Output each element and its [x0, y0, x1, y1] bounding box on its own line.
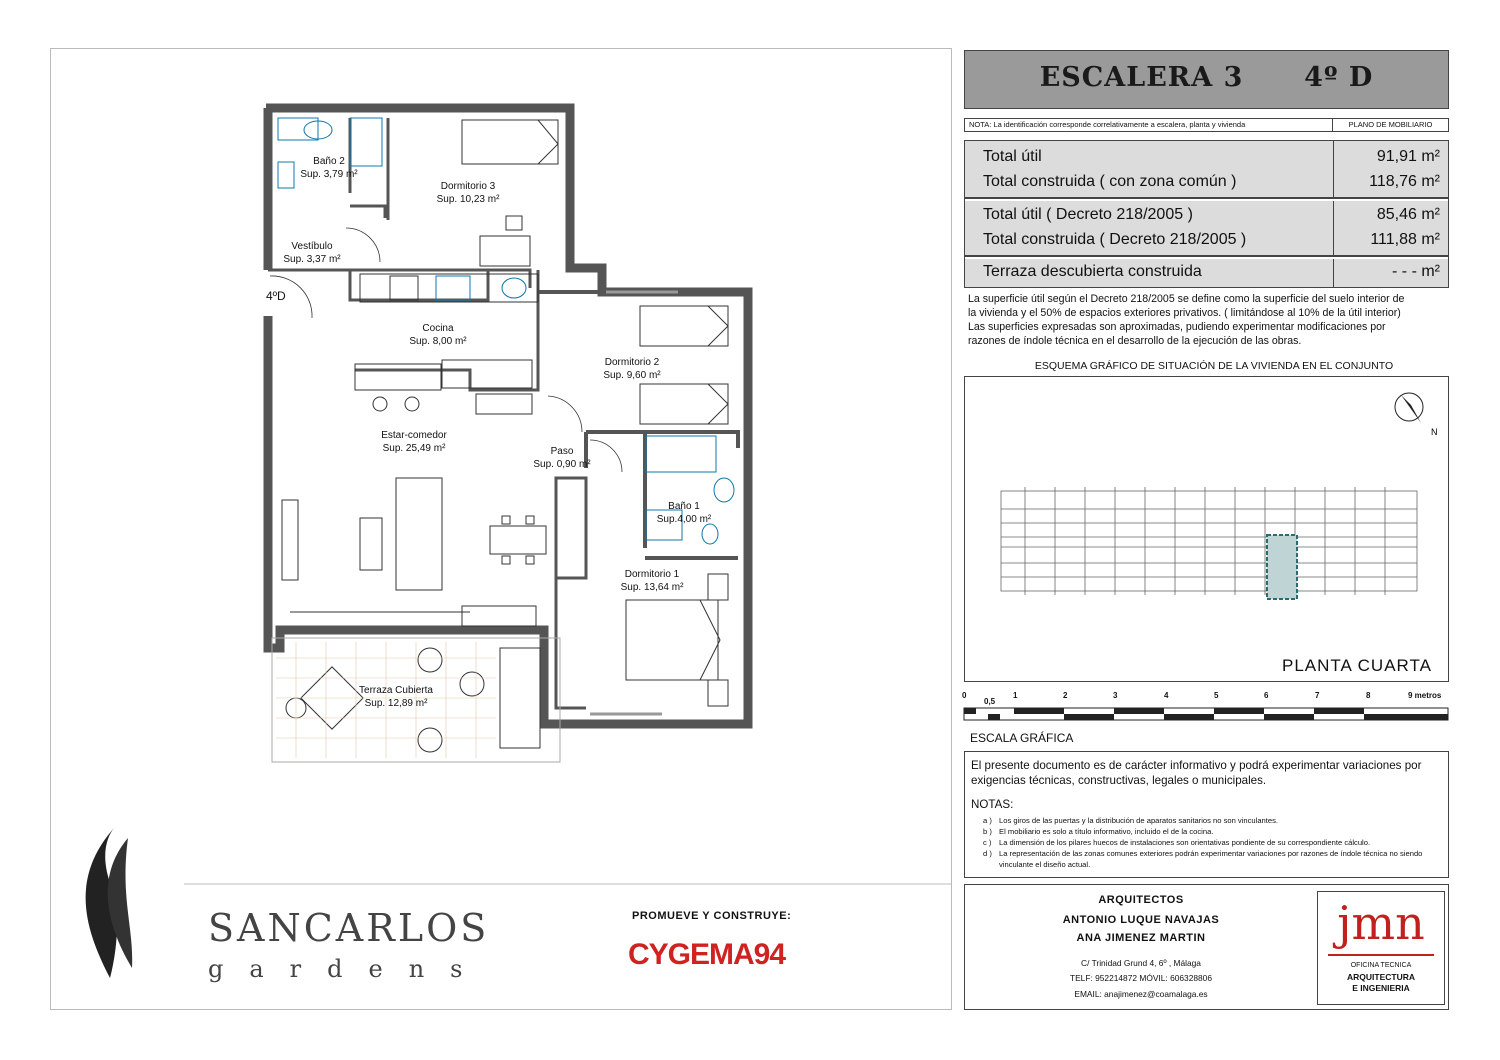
note-item: a ) Los giros de las puertas y la distribución de aparatos sanitarios no son vinculantes. [983, 816, 1279, 825]
room-vestibulo [283, 240, 340, 266]
svg-text:8: 8 [1366, 691, 1371, 700]
areas-group-2 [965, 201, 1448, 257]
architects-box [964, 884, 1449, 1010]
area-value: 85,46 m² [1376, 206, 1440, 223]
room-estar-comedor [381, 429, 447, 455]
room-area: Sup. 3,37 m² [283, 254, 341, 265]
room-area: Sup. 13,64 m² [620, 582, 684, 593]
room-name: Dormitorio 3 [440, 181, 496, 192]
room-name: Baño 2 [313, 156, 345, 167]
brand-subname: gardens [208, 955, 489, 983]
area-label: Total construida ( Decreto 218/2005 ) [983, 231, 1247, 248]
sancarlos-logo-icon [86, 828, 133, 978]
schema-box [964, 376, 1449, 682]
architect-name: ANTONIO LUQUE NAVAJAS [1062, 914, 1220, 926]
jmn-logo-text: jmn [1337, 896, 1425, 950]
architect-phones: TELF: 952214872 MÓVIL: 606328806 [1069, 973, 1212, 983]
room-area: Sup. 25,49 m² [382, 443, 446, 454]
areas-table [964, 140, 1449, 288]
decree-line: Las superficies expresadas son aproximadas, pudiendo experimentar modificaciones por [968, 321, 1386, 333]
room-name: Cocina [422, 323, 454, 334]
north-label: N [1431, 427, 1438, 437]
room-area: Sup. 0,90 m² [533, 459, 591, 470]
area-label: Total útil ( Decreto 218/2005 ) [983, 206, 1193, 223]
room-area: Sup. 8,00 m² [409, 336, 467, 347]
vivienda-label: 4º D [1304, 62, 1374, 93]
area-label: Terraza descubierta construida [983, 263, 1202, 280]
office-line: ARQUITECTURA [1347, 972, 1415, 982]
scale-bar [958, 688, 1458, 728]
compass-icon [1395, 393, 1423, 423]
room-name: Terraza Cubierta [359, 685, 433, 696]
room-name: Paso [550, 446, 574, 457]
room-area: Sup. 3,79 m² [300, 169, 358, 180]
room-paso [533, 445, 590, 471]
svg-text:1: 1 [1013, 691, 1018, 700]
svg-text:5: 5 [1214, 691, 1219, 700]
room-area: Sup.4,00 m² [656, 514, 712, 525]
plan-type: PLANO DE MOBILIARIO [1348, 120, 1433, 129]
area-label: Total útil [983, 148, 1042, 165]
site-plan [965, 377, 1448, 681]
architect-address: C/ Trinidad Grund 4, 6º , Málaga [1081, 958, 1201, 968]
architect-name: ANA JIMENEZ MARTIN [1076, 932, 1206, 944]
room-cocina [409, 322, 466, 348]
room-name: Dormitorio 2 [604, 357, 660, 368]
architects-title: ARQUITECTOS [1098, 894, 1184, 906]
svg-text:3: 3 [1113, 691, 1118, 700]
room-dormitorio-1 [621, 568, 684, 594]
entrance-label: 4ºD [266, 289, 286, 303]
note-item: b ) El mobiliario es solo a título informativo, incluido el de la cocina. [983, 827, 1214, 836]
decree-line: razones de índole técnica en el desarrollo de la ejecución de las obras. [968, 335, 1302, 347]
schema-title: ESQUEMA GRÁFICO DE SITUACIÓN DE LA VIVIENDA EN EL CONJUNTO [1034, 360, 1394, 372]
svg-text:4: 4 [1164, 691, 1169, 700]
note-text: NOTA: La identificación corresponde correlativamente a escalera, planta y vivienda [965, 119, 1333, 131]
jmn-logo [1317, 891, 1445, 1005]
room-name: Baño 1 [668, 501, 700, 512]
svg-text:0,5: 0,5 [984, 697, 996, 706]
room-area: Sup. 9,60 m² [603, 370, 661, 381]
room-name: Dormitorio 1 [624, 569, 680, 580]
architect-email: EMAIL: anajimenez@coamalaga.es [1074, 989, 1208, 999]
office-line: OFICINA TECNICA [1350, 962, 1412, 969]
room-name: Vestíbulo [291, 241, 333, 252]
info-box [964, 751, 1449, 878]
scale-label: ESCALA GRÁFICA [970, 731, 1074, 745]
office-line: E INGENIERIA [1352, 983, 1410, 993]
area-label: Total construida ( con zona común ) [983, 173, 1237, 190]
developer-label: PROMUEVE Y CONSTRUYE: [632, 910, 792, 922]
brand-name: SANCARLOS [208, 906, 490, 950]
svg-text:0: 0 [962, 691, 967, 700]
floor-plan [50, 48, 952, 1010]
areas-group-3 [965, 259, 1448, 287]
area-value: 111,88 m² [1370, 231, 1440, 248]
decree-line: La superficie útil según el Decreto 218/2005 se define como la superficie del suelo interior de [968, 293, 1405, 305]
svg-text:2: 2 [1063, 691, 1068, 700]
developer-logo: CYGEMA94 [628, 938, 786, 971]
room-terraza-cubierta [359, 684, 433, 710]
room-area: Sup. 10,23 m² [436, 194, 500, 205]
room-bano-2 [300, 155, 357, 181]
escalera-label: ESCALERA 3 [1039, 62, 1244, 93]
area-value: 118,76 m² [1369, 173, 1440, 190]
note-row [964, 118, 1449, 132]
header-title [964, 62, 1449, 93]
decree-text [968, 292, 1453, 348]
room-bano-1 [657, 500, 711, 526]
notas-label: NOTAS: [971, 798, 1014, 811]
decree-line: la vivienda y el 50% de espacios exteriores privativos. ( limitándose al 10% de la útil interior) [968, 307, 1401, 319]
svg-text:9 metros: 9 metros [1408, 691, 1442, 700]
room-area: Sup. 12,89 m² [364, 698, 428, 709]
svg-text:6: 6 [1264, 691, 1269, 700]
note-item: c ) La dimensión de los pilares huecos de instalaciones son orientativas pondiente de su correspondiente cálculo. [983, 838, 1371, 847]
room-dormitorio-3 [437, 180, 500, 206]
area-value: - - - m² [1392, 263, 1440, 280]
area-value: 91,91 m² [1376, 148, 1440, 165]
planta-label: PLANTA CUARTA [1282, 656, 1432, 675]
info-text: El presente documento es de carácter informativo y podrá experimentar variaciones por exigencias técnicas, constructivas, legales o municipales. [971, 759, 1422, 787]
note-item: d ) La representación de las zonas comunes exteriores podrán experimentar variaciones por razones de índole técnica no siendo vinculante el diseño actual. [983, 849, 1423, 869]
room-name: Estar-comedor [381, 430, 447, 441]
areas-group-1 [965, 141, 1448, 199]
svg-text:7: 7 [1315, 691, 1320, 700]
room-dormitorio-2 [603, 356, 660, 382]
